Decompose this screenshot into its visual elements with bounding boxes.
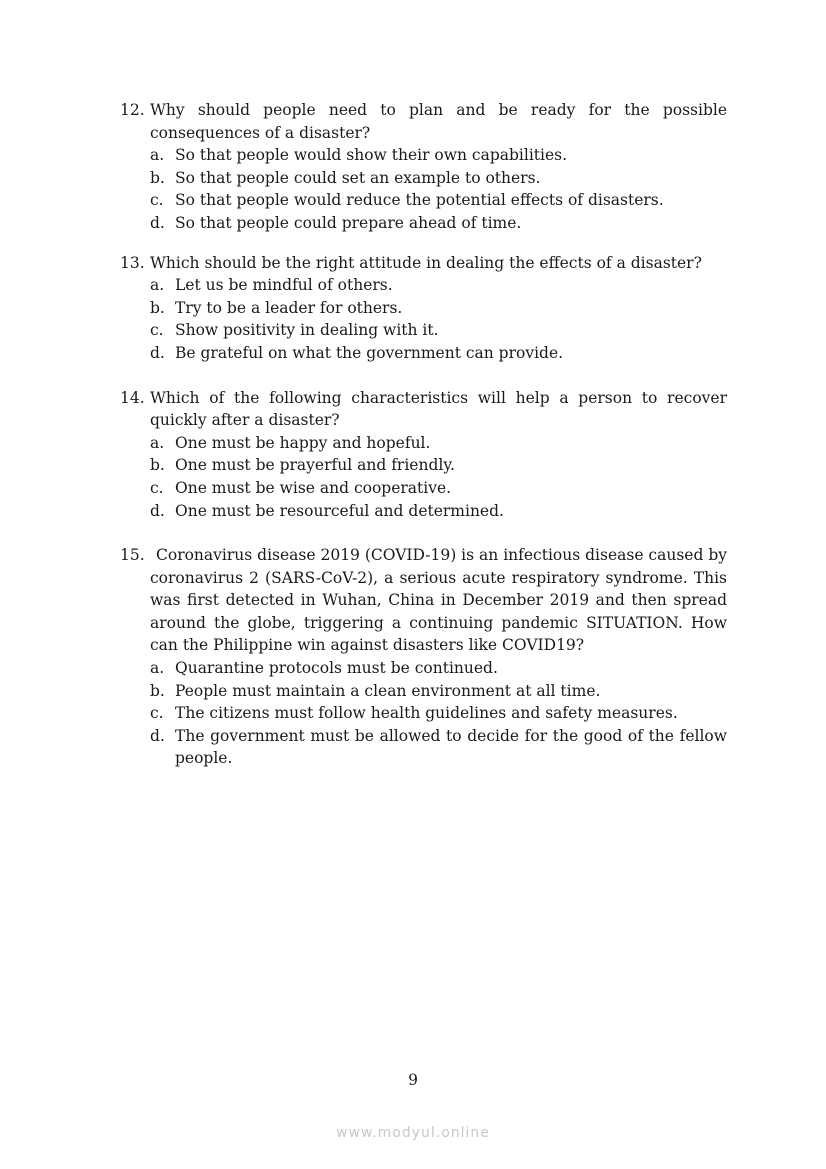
option-text: Let us be mindful of others. <box>175 276 393 295</box>
option-letter: d. <box>150 501 165 520</box>
option-text: Try to be a leader for others. <box>175 298 403 317</box>
question-stem: Coronavirus disease 2019 (COVID-19) is an infectious disease caused by coronavirus 2 (SARS-CoV-2), a serious acute respiratory syndrome. This was first detected in Wuhan, China in December 2019 and then spread around the globe, triggering a continuing pandemic SITUATION. How can the Philippine win against disasters like COVID19? <box>150 546 727 655</box>
option-letter: a. <box>150 659 165 678</box>
option-d <box>150 500 727 523</box>
question-14 <box>120 387 727 523</box>
option-text: The citizens must follow health guidelines and safety measures. <box>175 704 678 723</box>
option-list <box>150 432 727 522</box>
option-letter: d. <box>150 343 165 362</box>
option-letter: a. <box>150 276 165 295</box>
option-list <box>150 274 727 364</box>
option-text: One must be wise and cooperative. <box>175 478 452 497</box>
option-text: So that people could prepare ahead of time. <box>175 213 522 232</box>
option-c <box>150 319 727 342</box>
option-letter: a. <box>150 146 165 165</box>
option-b <box>150 297 727 320</box>
option-text: Be grateful on what the government can provide. <box>175 343 564 362</box>
option-text: One must be happy and hopeful. <box>175 433 431 452</box>
page-number: 9 <box>408 1071 418 1089</box>
question-stem: Which of the following characteristics will help a person to recover quickly after a disaster? <box>150 388 727 430</box>
option-text: People must maintain a clean environment at all time. <box>175 681 601 700</box>
option-letter: b. <box>150 456 165 475</box>
question-number: 13. <box>120 253 145 272</box>
option-a <box>150 274 727 297</box>
option-d <box>150 212 727 235</box>
option-d <box>150 725 727 770</box>
option-text: One must be resourceful and determined. <box>175 501 504 520</box>
question-number: 14. <box>120 388 145 407</box>
option-letter: a. <box>150 433 165 452</box>
option-text: Quarantine protocols must be continued. <box>175 659 498 678</box>
option-list <box>150 144 727 234</box>
option-text: One must be prayerful and friendly. <box>175 456 455 475</box>
option-list <box>150 657 727 770</box>
option-a <box>150 657 727 680</box>
option-c <box>150 189 727 212</box>
option-letter: c. <box>150 478 164 497</box>
option-letter: d. <box>150 726 165 745</box>
question-stem: Why should people need to plan and be ready for the possible consequences of a disaster? <box>150 101 727 142</box>
option-text: So that people would show their own capabilities. <box>175 146 568 165</box>
option-letter: c. <box>150 321 164 340</box>
option-letter: b. <box>150 168 165 187</box>
option-d <box>150 342 727 365</box>
question-stem: Which should be the right attitude in dealing the effects of a disaster? <box>150 253 702 272</box>
question-list <box>120 99 727 770</box>
option-letter: b. <box>150 298 165 317</box>
question-number: 15. <box>120 546 145 565</box>
option-letter: c. <box>150 191 164 210</box>
question-13 <box>120 252 727 365</box>
option-a <box>150 144 727 167</box>
question-number: 12. <box>120 101 145 119</box>
option-text: Show positivity in dealing with it. <box>175 321 439 340</box>
option-b <box>150 167 727 190</box>
option-c <box>150 477 727 500</box>
option-letter: d. <box>150 213 165 232</box>
option-b <box>150 454 727 477</box>
option-text: So that people would reduce the potential effects of disasters. <box>175 191 664 210</box>
option-text: So that people could set an example to others. <box>175 168 541 187</box>
option-a <box>150 432 727 455</box>
option-letter: b. <box>150 681 165 700</box>
option-c <box>150 702 727 725</box>
question-12 <box>120 99 727 235</box>
option-text: The government must be allowed to decide for the good of the fellow people. <box>175 726 727 768</box>
option-letter: c. <box>150 704 164 723</box>
option-b <box>150 680 727 703</box>
question-15 <box>120 544 727 770</box>
watermark: www.modyul.online <box>336 1125 490 1141</box>
